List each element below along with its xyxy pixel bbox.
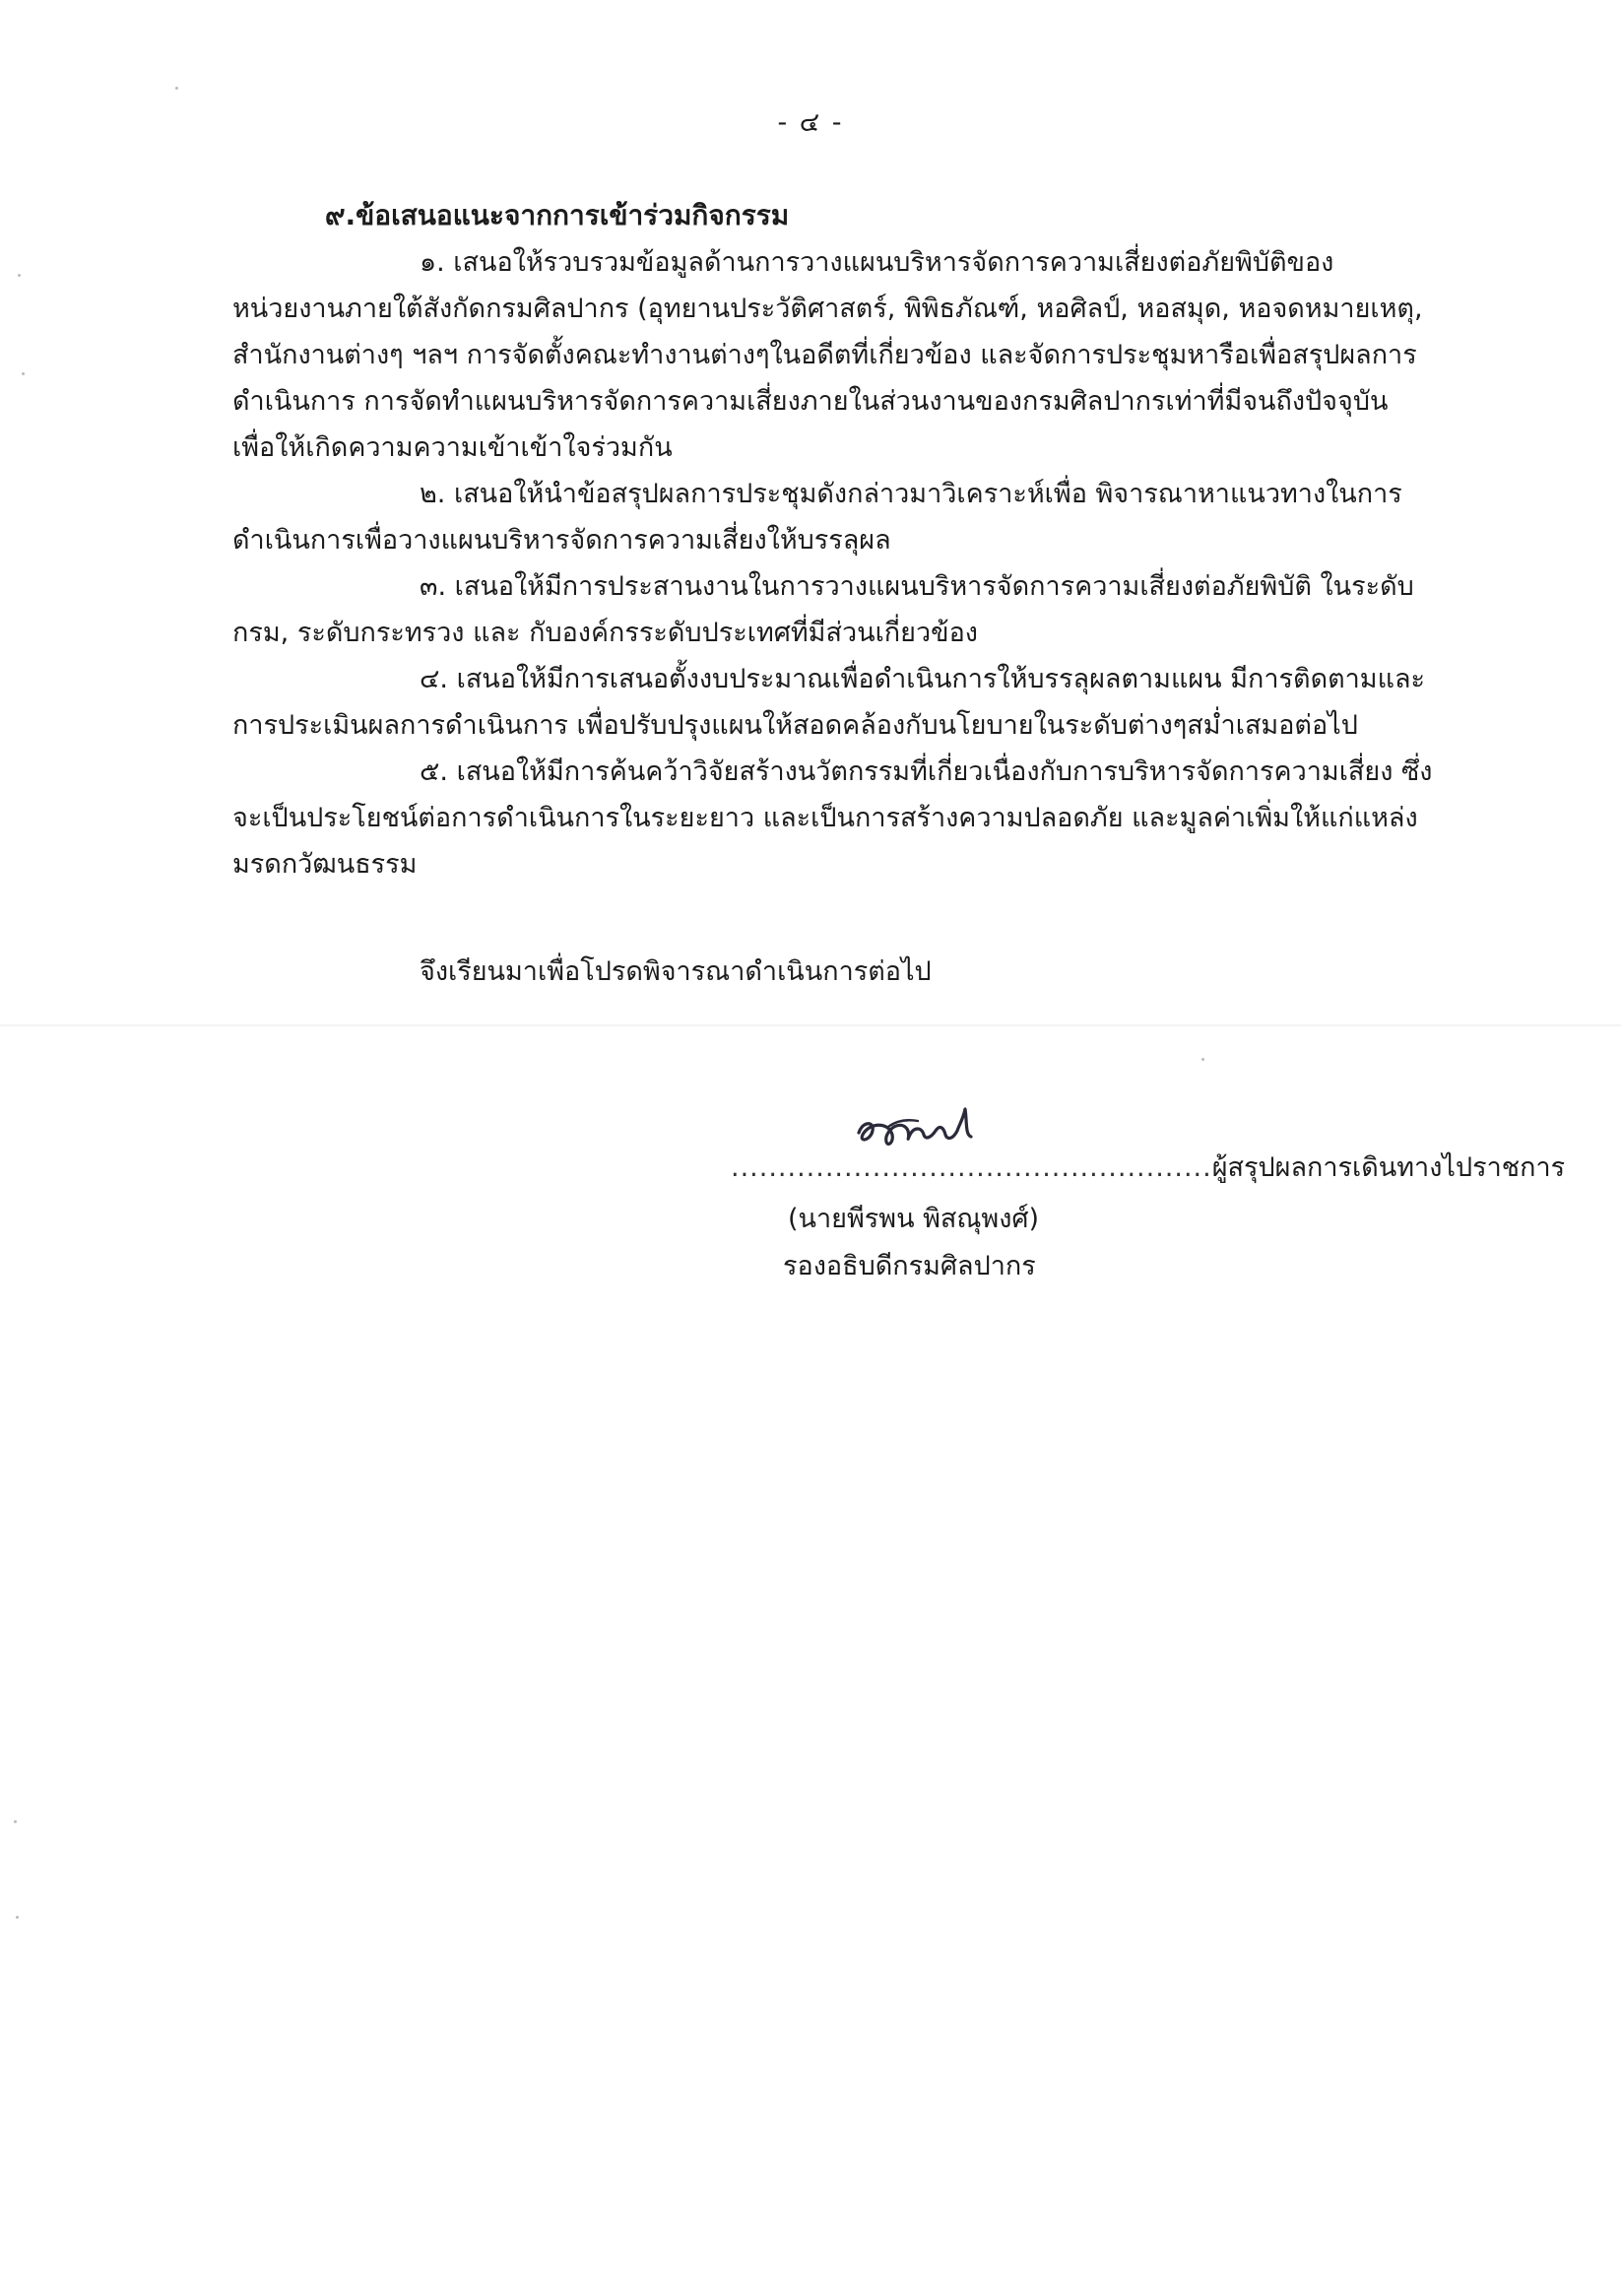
signer-name: (นายพีรพน พิสณุพงศ์)	[788, 1204, 1040, 1234]
signature-dots: ...................................................	[731, 1152, 1212, 1183]
paragraph-5-line-3: มรดกวัฒนธรรม	[232, 849, 418, 880]
scan-speck	[14, 1820, 17, 1823]
paragraph-5-line-1: ๕. เสนอให้มีการค้นคว้าวิจัยสร้างนวัตกรรมที่เกี่ยวเนื่องกับการบริหารจัดการความเสี่ยง ซึ่ง	[420, 756, 1433, 787]
scan-speck	[175, 87, 178, 90]
section-heading: ๙.ข้อเสนอแนะจากการเข้าร่วมกิจกรรม	[325, 199, 790, 231]
paragraph-1-line-3: สำนักงานต่างๆ ฯลฯ การจัดตั้งคณะทำงานต่างๆในอดีตที่เกี่ยวข้อง และจัดการประชุมหารือเพื่อสรุปผลการ	[232, 340, 1417, 370]
page-number: - ๔ -	[777, 107, 844, 138]
closing-statement: จึงเรียนมาเพื่อโปรดพิจารณาดำเนินการต่อไป	[420, 956, 932, 987]
recommendations-body	[232, 239, 1473, 887]
paragraph-4-line-2: การประเมินผลการดำเนินการ เพื่อปรับปรุงแผนให้สอดคล้องกับนโยบายในระดับต่างๆสม่ำเสมอต่อไป	[232, 710, 1358, 741]
paragraph-1-line-5: เพื่อให้เกิดความความเข้าเข้าใจร่วมกัน	[232, 432, 673, 463]
paragraph-1-line-4: ดำเนินการ การจัดทำแผนบริหารจัดการความเสี่ยงภายในส่วนงานของกรมศิลปากรเท่าที่มีจนถึงปัจจุบัน	[232, 386, 1389, 417]
scan-speck	[1201, 1058, 1204, 1061]
paragraph-3-line-1: ๓. เสนอให้มีการประสานงานในการวางแผนบริหารจัดการความเสี่ยงต่อภัยพิบัติ ในระดับ	[420, 571, 1414, 602]
scan-speck	[18, 274, 21, 277]
paragraph-5-line-2: จะเป็นประโยชน์ต่อการดำเนินการในระยะยาว และเป็นการสร้างความปลอดภัย และมูลค่าเพิ่มให้แก่แหล่ง	[232, 803, 1418, 833]
paragraph-3-line-2: กรม, ระดับกระทรวง และ กับองค์กรระดับประเทศที่มีส่วนเกี่ยวข้อง	[232, 618, 978, 648]
scan-speck	[16, 1916, 19, 1919]
paragraph-2-line-1: ๒. เสนอให้นำข้อสรุปผลการประชุมดังกล่าวมาวิเคราะห์เพื่อ พิจารณาหาแนวทางในการ	[420, 479, 1402, 509]
paragraph-1-line-2: หน่วยงานภายใต้สังกัดกรมศิลปากร (อุทยานประวัติศาสตร์, พิพิธภัณฑ์, หอศิลป์, หอสมุด, หอจดหมายเหตุ,	[232, 294, 1423, 324]
paragraph-4-line-1: ๔. เสนอให้มีการเสนอตั้งงบประมาณเพื่อดำเนินการให้บรรลุผลตามแผน มีการติดตามและ	[420, 664, 1426, 694]
paragraph-1-line-1: ๑. เสนอให้รวบรวมข้อมูลด้านการวางแผนบริหารจัดการความเสี่ยงต่อภัยพิบัติของ	[420, 247, 1334, 278]
scan-speck	[22, 372, 25, 375]
paragraph-2-line-2: ดำเนินการเพื่อวางแผนบริหารจัดการความเสี่ยงให้บรรลุผล	[232, 525, 891, 556]
scan-artifact-band	[0, 1024, 1621, 1026]
signer-role: ผู้สรุปผลการเดินทางไปราชการ	[1211, 1152, 1566, 1183]
signer-position: รองอธิบดีกรมศิลปากร	[783, 1251, 1036, 1281]
signature-line	[731, 1145, 1565, 1191]
